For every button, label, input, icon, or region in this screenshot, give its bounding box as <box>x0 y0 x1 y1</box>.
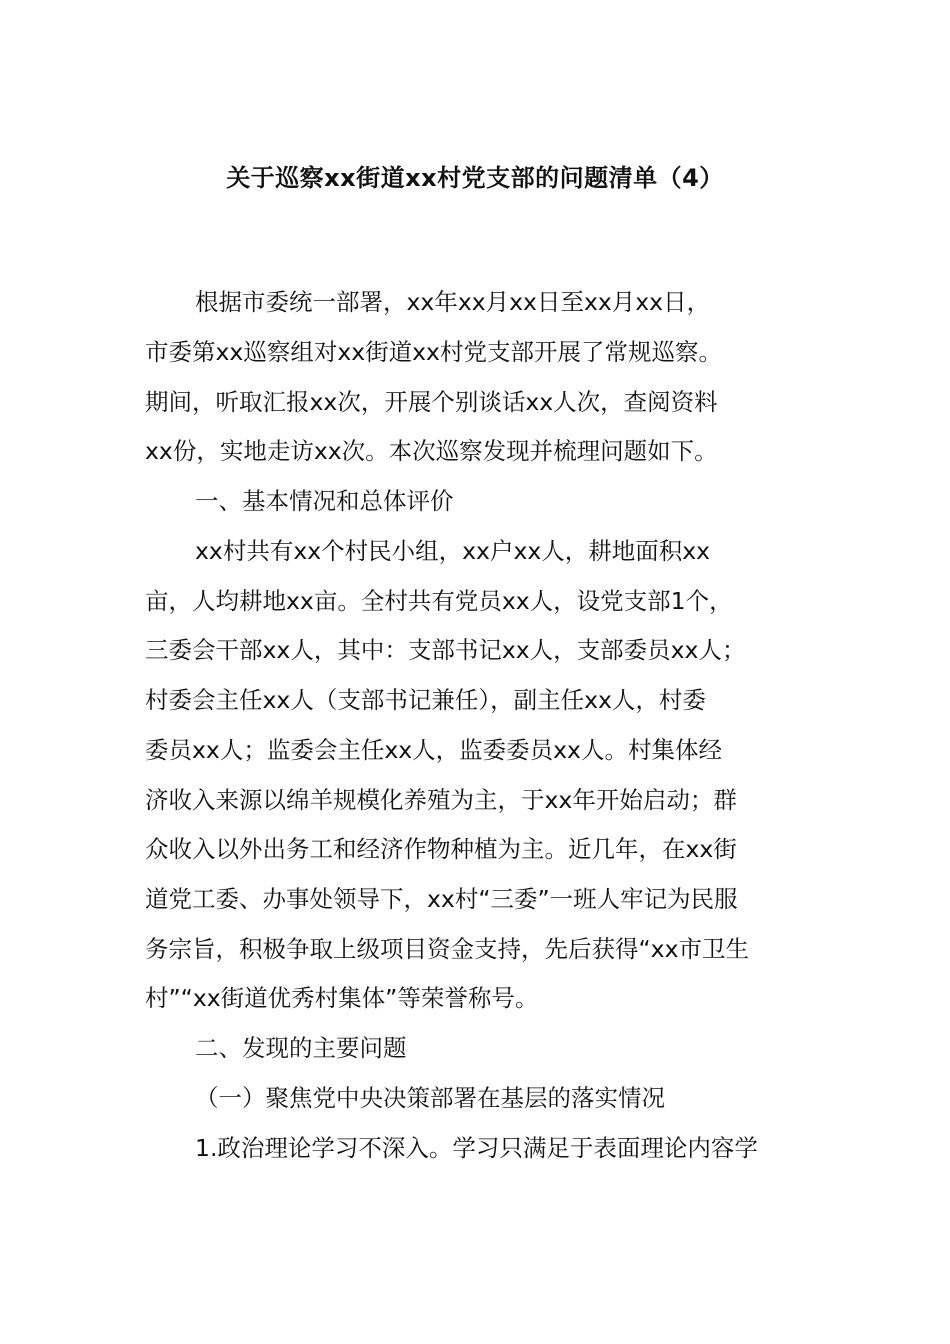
paragraph-line-11: 众收入以外出务工和经济作物种植为主。近几年，在xx街 <box>145 835 737 863</box>
paragraph-line-15: 1.政治理论学习不深入。学习只满足于表面理论内容学 <box>195 1134 758 1162</box>
paragraph-line-6: 亩，人均耕地xx亩。全村共有党员xx人，设党支部1个， <box>145 587 733 615</box>
section-heading-2: 二、发现的主要问题 <box>195 1034 407 1062</box>
section-heading-1: 一、基本情况和总体评价 <box>195 487 454 515</box>
paragraph-line-14: 村”“xx街道优秀村集体”等荣誉称号。 <box>145 984 539 1012</box>
paragraph-line-4: xx份，实地走访xx次。本次巡察发现并梳理问题如下。 <box>145 437 718 465</box>
paragraph-line-1: 根据市委统一部署，xx年xx月xx日至xx月xx日， <box>195 288 711 316</box>
paragraph-line-9: 委员xx人；监委会主任xx人，监委委员xx人。村集体经 <box>145 736 722 764</box>
paragraph-line-13: 务宗旨，积极争取上级项目资金支持，先后获得“xx市卫生 <box>145 935 749 963</box>
paragraph-line-12: 道党工委、办事处领导下，xx村“三委”一班人牢记为民服 <box>145 885 738 913</box>
document-title: 关于巡察xx街道xx村党支部的问题清单（4） <box>226 164 724 192</box>
paragraph-line-7: 三委会干部xx人，其中：支部书记xx人，支部委员xx人； <box>145 636 746 664</box>
paragraph-line-5: xx村共有xx个村民小组，xx户xx人，耕地面积xx <box>195 537 711 565</box>
paragraph-line-10: 济收入来源以绵羊规模化养殖为主，于xx年开始启动；群 <box>145 786 737 814</box>
paragraph-line-2: 市委第xx巡察组对xx街道xx村党支部开展了常规巡察。 <box>145 338 722 366</box>
paragraph-line-3: 期间，听取汇报xx次，开展个别谈话xx人次，查阅资料 <box>145 388 718 416</box>
subsection-heading-1: （一）聚焦党中央决策部署在基层的落实情况 <box>195 1084 665 1112</box>
paragraph-line-8: 村委会主任xx人（支部书记兼任），副主任xx人，村委 <box>145 686 706 714</box>
